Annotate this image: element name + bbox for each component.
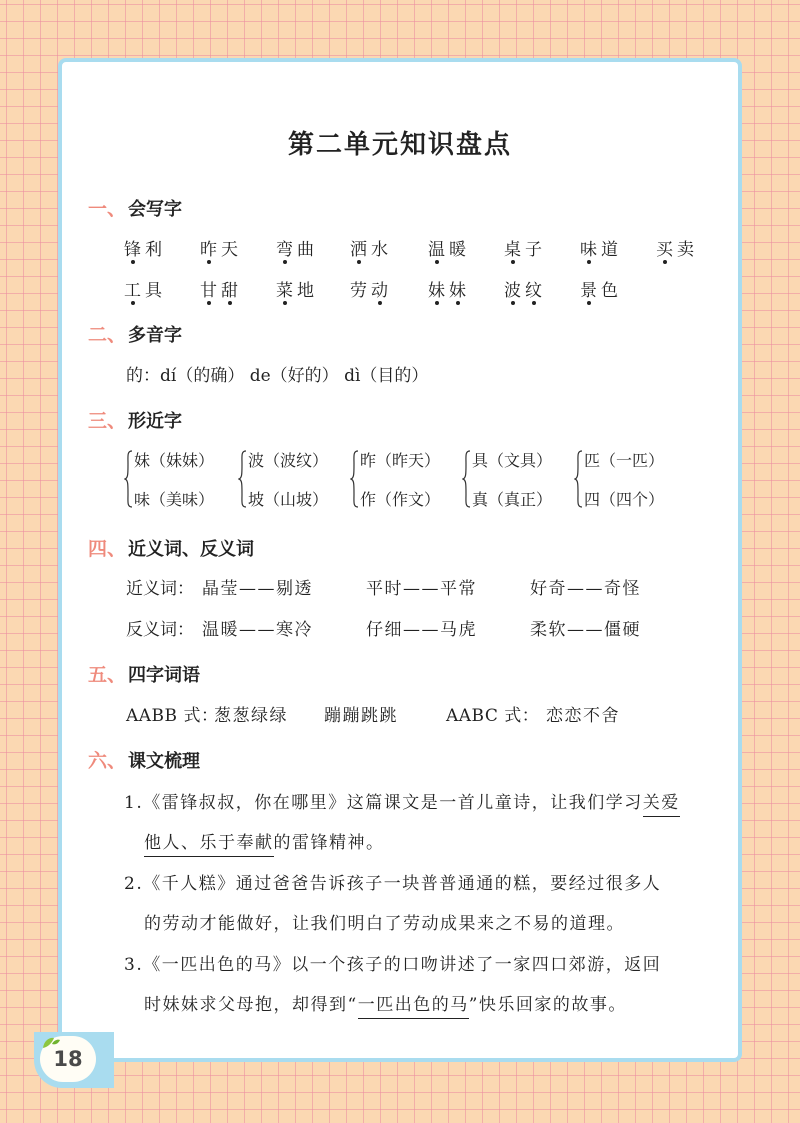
antonym-row <box>126 615 194 640</box>
emphasis-dot <box>357 260 361 264</box>
aabb-label: AABB 式： <box>126 706 219 726</box>
vocab-word: 味道 <box>580 240 622 260</box>
page-number: 18 <box>40 1036 96 1082</box>
similar-char-pair: 作（作文） <box>360 490 441 509</box>
summary-text: ”快乐回家的故事。 <box>468 995 627 1015</box>
emphasis-dot <box>378 301 382 305</box>
aabc-word: 恋恋不舍 <box>546 706 620 726</box>
vocab-word: 波纹 <box>504 281 546 301</box>
emphasis-dot <box>207 260 211 264</box>
emphasis-dot <box>587 301 591 305</box>
summary-item-3-line-2 <box>144 990 627 1015</box>
section-label: 多音字 <box>128 325 183 346</box>
section-heading-1: 一 、 会写字 <box>88 194 182 221</box>
similar-char-pair: 具（文具） <box>472 451 553 470</box>
section-heading-6: 六 、 课文梳理 <box>88 746 200 773</box>
similar-char-pair: 味（美味） <box>134 490 215 509</box>
emphasis-dot <box>283 260 287 264</box>
section-label: 近义词、反义词 <box>128 539 255 560</box>
section-label: 四字词语 <box>128 665 201 686</box>
similar-char-pair: 妹（妹妹） <box>134 451 215 470</box>
section-number: 四 <box>88 538 108 560</box>
underlined-answer: 一匹出色的马 <box>358 995 469 1019</box>
similar-char-pair: 昨（昨天） <box>360 451 441 470</box>
vocab-word: 弯曲 <box>276 240 318 260</box>
summary-text: 的雷锋精神。 <box>273 833 385 853</box>
brace-icon <box>124 450 134 508</box>
synonym-pair: 好奇——奇怪 <box>530 579 641 599</box>
summary-text: 时妹妹求父母抱，却得到“ <box>144 995 358 1015</box>
emphasis-dot <box>131 260 135 264</box>
section-label: 课文梳理 <box>128 751 201 772</box>
section-number: 二 <box>88 324 108 346</box>
similar-char-pair: 真（真正） <box>472 490 553 509</box>
vocab-word: 妹妹 <box>428 281 470 301</box>
page-title: 第二单元知识盘点 <box>287 130 512 160</box>
synonym-pair: 平时——平常 <box>366 579 477 599</box>
section-heading-3: 三 、 形近字 <box>88 406 182 433</box>
vocab-word: 洒水 <box>350 240 392 260</box>
vocab-word: 甘甜 <box>200 281 242 301</box>
synonym-row <box>126 574 194 599</box>
section-heading-2: 二 、 多音字 <box>88 320 182 347</box>
section-number: 六 <box>88 750 108 772</box>
section-heading-5: 五 、 四字词语 <box>88 660 200 687</box>
section-heading-4: 四 、 近义词、反义词 <box>88 534 254 561</box>
emphasis-dot <box>456 301 460 305</box>
similar-char-pair: 坡（山坡） <box>248 490 329 509</box>
vocab-word: 工具 <box>124 281 166 301</box>
emphasis-dot <box>207 301 211 305</box>
emphasis-dot <box>511 301 515 305</box>
emphasis-dot <box>532 301 536 305</box>
aabb-word: 蹦蹦跳跳 <box>324 706 398 726</box>
vocab-word: 菜地 <box>276 281 318 301</box>
underlined-answer: 关爱 <box>643 793 680 817</box>
emphasis-dot <box>283 301 287 305</box>
emphasis-dot <box>228 301 232 305</box>
similar-char-pair: 四（四个） <box>584 490 665 509</box>
emphasis-dot <box>435 260 439 264</box>
section-label: 形近字 <box>128 411 183 432</box>
emphasis-dot <box>511 260 515 264</box>
section-number: 一 <box>88 198 108 220</box>
emphasis-dot <box>131 301 135 305</box>
vocab-word: 劳动 <box>350 281 392 301</box>
section-label: 会写字 <box>128 199 183 220</box>
brace-icon <box>238 450 248 508</box>
synonym-pair: 晶莹——剔透 <box>202 579 313 599</box>
emphasis-dot <box>435 301 439 305</box>
antonym-pair: 温暖——寒冷 <box>202 620 313 640</box>
aabc-label: AABC 式： <box>446 706 540 726</box>
polyphone-line: 的：dí（的确） de（好的） dì（目的） <box>126 366 429 386</box>
summary-item-1-line-1 <box>124 788 680 813</box>
section-number: 三 <box>88 410 108 432</box>
summary-text: 1.《雷锋叔叔，你在哪里》这篇课文是一首儿童诗，让我们学习 <box>124 793 643 813</box>
emphasis-dot <box>587 260 591 264</box>
synonym-label: 近义词： <box>126 579 194 599</box>
summary-item-2-line-1: 2.《千人糕》通过爸爸告诉孩子一块普普通通的糕，要经过很多人 <box>124 874 662 894</box>
underlined-answer: 他人、乐于奉献 <box>144 833 274 857</box>
vocab-word: 桌子 <box>504 240 546 260</box>
leaf-icon <box>40 1034 62 1050</box>
vocab-word: 温暖 <box>428 240 470 260</box>
antonym-pair: 仔细——马虎 <box>366 620 477 640</box>
vocab-word: 景色 <box>580 281 622 301</box>
section-number: 五 <box>88 664 108 686</box>
brace-icon <box>350 450 360 508</box>
brace-icon <box>574 450 584 508</box>
emphasis-dot <box>663 260 667 264</box>
antonym-pair: 柔软——僵硬 <box>530 620 641 640</box>
vocab-word: 买卖 <box>656 240 698 260</box>
similar-char-pair: 匹（一匹） <box>584 451 665 470</box>
vocab-word: 昨天 <box>200 240 242 260</box>
antonym-label: 反义词： <box>126 620 194 640</box>
vocab-word: 锋利 <box>124 240 166 260</box>
aabb-word: 葱葱绿绿 <box>214 706 288 726</box>
brace-icon <box>462 450 472 508</box>
summary-item-3-line-1: 3.《一匹出色的马》以一个孩子的口吻讲述了一家四口郊游，返回 <box>124 955 662 975</box>
summary-item-2-line-2: 的劳动才能做好，让我们明白了劳动成果来之不易的道理。 <box>144 914 625 934</box>
summary-item-1-line-2 <box>144 828 385 853</box>
similar-char-pair: 波（波纹） <box>248 451 329 470</box>
